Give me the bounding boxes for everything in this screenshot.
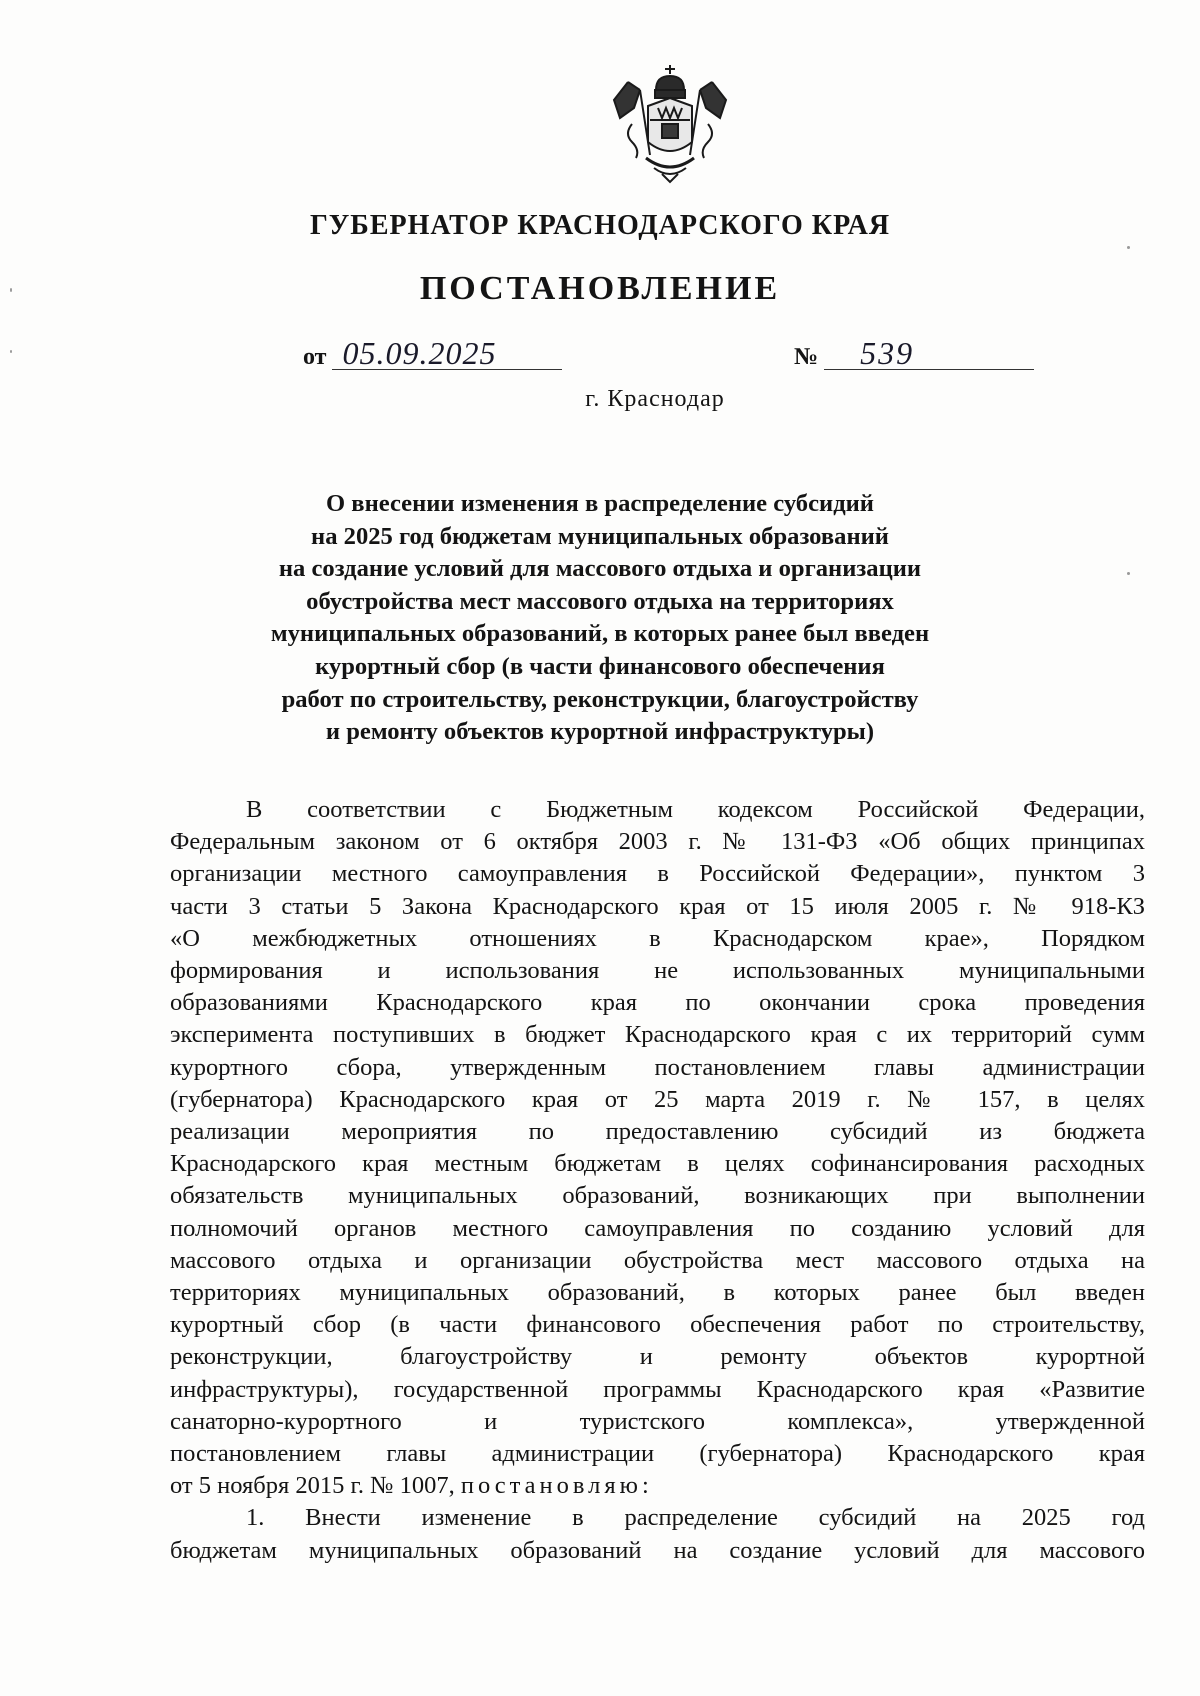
body-line: территориях муниципальных образований, в которых ранее был введен — [170, 1279, 1145, 1307]
body-line: бюджетам муниципальных образований на создание условий для массового — [170, 1536, 1145, 1564]
krasnodar-coat-of-arms-emblem — [610, 60, 730, 185]
title-line: и ремонту объектов курортной инфраструктуры) — [325, 718, 875, 746]
body-line: формирования и использования не использованных муниципальными — [170, 957, 1145, 985]
issuer-heading: ГУБЕРНАТОР КРАСНОДАРСКОГО КРАЯ — [309, 210, 891, 241]
document-date-line — [303, 337, 562, 371]
body-line: (губернатора) Краснодарского края от 25 марта 2019 г. № 157, в целях — [170, 1085, 1145, 1113]
title-line: работ по строительству, реконструкции, благоустройству — [281, 685, 919, 713]
body-line: В соответствии с Бюджетным кодексом Российской Федерации, — [246, 796, 1145, 823]
title-line: обустройства мест массового отдыха на территориях — [306, 587, 894, 615]
body-line: реконструкции, благоустройству и ремонту объектов курортной — [170, 1343, 1145, 1371]
body-line: курортного сбора, утвержденным постановлением главы администрации — [170, 1053, 1145, 1081]
handwritten-date: 05.09.2025 — [332, 337, 562, 370]
body-line: «О межбюджетных отношениях в Краснодарском крае», Порядком — [170, 924, 1145, 952]
scan-speck — [10, 350, 12, 353]
resolve-word: постановляю: — [460, 1472, 653, 1500]
number-prefix: № — [794, 344, 819, 370]
date-prefix: от — [303, 344, 327, 370]
body-line: от 5 ноября 2015 г. № 1007, — [170, 1472, 455, 1500]
body-line: массового отдыха и организации обустройства мест массового отдыха на — [170, 1246, 1145, 1274]
document-number-line — [794, 337, 1034, 371]
handwritten-number: 539 — [824, 337, 1034, 370]
body-line: образованиями Краснодарского края по окончании срока проведения — [170, 989, 1145, 1017]
body-line: курортный сбор (в части финансового обеспечения работ по строительству, — [170, 1311, 1145, 1339]
body-line: обязательств муниципальных образований, возникающих при выполнении — [170, 1182, 1145, 1210]
document-body — [170, 794, 1145, 1567]
body-line: полномочий органов местного самоуправления по созданию условий для — [170, 1214, 1145, 1242]
title-line: муниципальных образований, в которых ранее был введен — [270, 620, 930, 648]
scan-speck — [1127, 246, 1130, 249]
body-line: Краснодарского края местным бюджетам в целях софинансирования расходных — [170, 1150, 1145, 1178]
body-line-resolution — [170, 1470, 1145, 1502]
body-line: Федеральным законом от 6 октября 2003 г. № 131-ФЗ «Об общих принципах — [170, 828, 1145, 856]
title-line: на 2025 год бюджетам муниципальных образований — [311, 522, 889, 550]
document-type-heading: ПОСТАНОВЛЕНИЕ — [419, 270, 781, 307]
body-line: части 3 статьи 5 Закона Краснодарского края от 15 июля 2005 г. № 918-КЗ — [170, 892, 1145, 920]
body-line: эксперимента поступивших в бюджет Краснодарского края с их территорий сумм — [170, 1021, 1145, 1049]
city-line: г. Краснодар — [585, 386, 725, 412]
title-line: курортный сбор (в части финансового обеспечения — [315, 652, 885, 680]
body-line: реализации мероприятия по предоставлению субсидий из бюджета — [170, 1118, 1145, 1146]
title-line: на создание условий для массового отдыха и организации — [278, 555, 922, 583]
document-title — [0, 488, 1200, 749]
body-line: санаторно-курортного и туристского комплекса», утвержденной — [170, 1407, 1145, 1435]
body-line: инфраструктуры), государственной программы Краснодарского края «Развитие — [170, 1375, 1145, 1403]
body-line: постановлением главы администрации (губернатора) Краснодарского края — [170, 1440, 1145, 1468]
title-line: О внесении изменения в распределение субсидий — [326, 490, 874, 517]
body-line: организации местного самоуправления в Российской Федерации», пунктом 3 — [170, 860, 1145, 888]
body-line: 1. Внести изменение в распределение субсидий на 2025 год — [246, 1504, 1145, 1532]
